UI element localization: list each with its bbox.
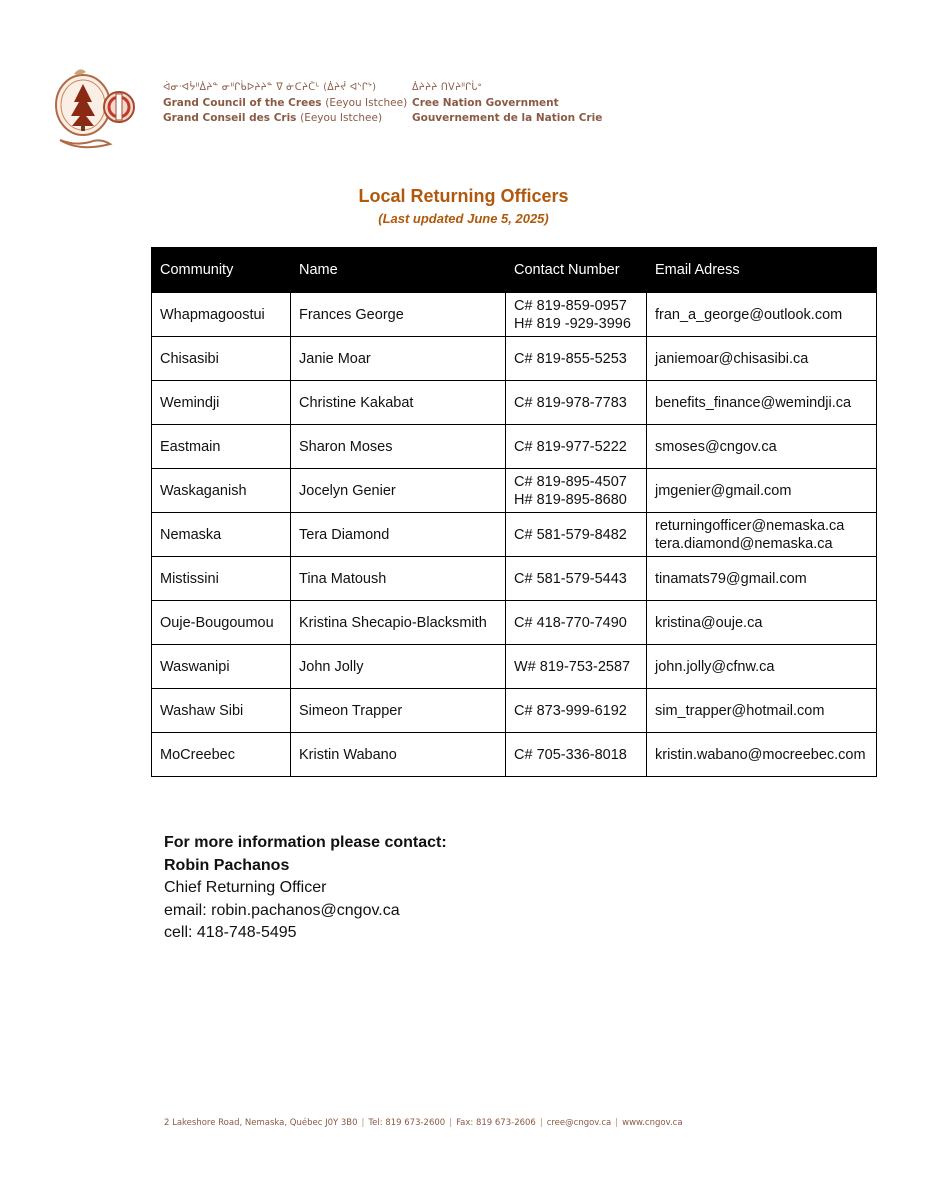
email-address[interactable]: jmgenier@gmail.com — [655, 482, 792, 499]
footer: 2 Lakeshore Road, Nemaska, Québec J0Y 3B0 | Tel: 819 673-2600 | Fax: 819 673-2606 | cree@cngov.ca | www.cngov.ca — [164, 1118, 683, 1128]
phone-number: C# 581-579-5443 — [514, 570, 627, 587]
phone-number: W# 819-753-2587 — [514, 658, 631, 675]
table-row — [152, 733, 877, 777]
cell-community: Waswanipi — [152, 645, 291, 689]
cell-community: Chisasibi — [152, 337, 291, 381]
contact-info — [164, 832, 447, 945]
cell-email — [647, 425, 877, 469]
cell-contact-number — [506, 557, 647, 601]
gcc-name-en: Grand Council of the Crees (Eeyou Istchee) — [163, 97, 408, 109]
cng-name-en: Cree Nation Government — [412, 97, 559, 109]
cell-email — [647, 601, 877, 645]
cell-name: Tina Matoush — [291, 557, 506, 601]
cell-community: MoCreebec — [152, 733, 291, 777]
cell-community: Ouje-Bougoumou — [152, 601, 291, 645]
contact-role: Chief Returning Officer — [164, 879, 327, 896]
header-email: Email Adress — [647, 248, 877, 293]
table-row — [152, 381, 877, 425]
cell-email — [647, 645, 877, 689]
phone-number: C# 819-859-0957 — [514, 297, 627, 314]
footer-address: 2 Lakeshore Road, Nemaska, Québec J0Y 3B0 — [164, 1118, 358, 1128]
letterhead-gcc — [163, 80, 407, 126]
cell-community: Nemaska — [152, 513, 291, 557]
cell-email — [647, 689, 877, 733]
cell-email — [647, 293, 877, 337]
cell-email — [647, 337, 877, 381]
table-row — [152, 557, 877, 601]
cell-name: John Jolly — [291, 645, 506, 689]
email-address[interactable]: tera.diamond@nemaska.ca — [655, 535, 833, 552]
last-updated: (Last updated June 5, 2025) — [378, 211, 549, 226]
email-address[interactable]: kristina@ouje.ca — [655, 614, 763, 631]
phone-number: C# 819-895-4507 — [514, 473, 627, 490]
email-address[interactable]: kristin.wabano@mocreebec.com — [655, 746, 866, 763]
cell-contact-number — [506, 689, 647, 733]
cell-name: Christine Kakabat — [291, 381, 506, 425]
email-address[interactable]: fran_a_george@outlook.com — [655, 306, 843, 323]
email-address[interactable]: tinamats79@gmail.com — [655, 570, 807, 587]
contact-email: email: robin.pachanos@cngov.ca — [164, 901, 400, 919]
phone-number: H# 819 -929-3996 — [514, 315, 631, 332]
cell-contact-number — [506, 513, 647, 557]
contact-cell: cell: 418-748-5495 — [164, 924, 297, 941]
cell-community: Washaw Sibi — [152, 689, 291, 733]
table-row — [152, 469, 877, 513]
letterhead-cng — [412, 80, 602, 126]
email-address[interactable]: benefits_finance@wemindji.ca — [655, 394, 852, 411]
cell-community: Waskaganish — [152, 469, 291, 513]
table-body — [152, 293, 877, 777]
phone-number: C# 418-770-7490 — [514, 614, 627, 631]
cng-name-fr: Gouvernement de la Nation Crie — [412, 112, 603, 124]
gcc-syllabics: ᐋᓂᐧᐊᔮᐦᐄᔨᓐ ᓂᐦᒋᑳᐅᔨᔨᓐ ᐁ ᓃᑕᔨᑖᒡ (ᐄᔨᔫ ᐊᔅᒋᔾ) — [163, 82, 377, 93]
email-address[interactable]: returningofficer@nemaska.ca — [655, 517, 845, 534]
cell-name: Kristina Shecapio-Blacksmith — [291, 601, 506, 645]
gcc-name-fr: Grand Conseil des Cris (Eeyou Istchee) — [163, 112, 383, 124]
cell-name: Tera Diamond — [291, 513, 506, 557]
table-row — [152, 601, 877, 645]
table-row — [152, 513, 877, 557]
cell-email — [647, 381, 877, 425]
cell-contact-number — [506, 425, 647, 469]
phone-number: C# 873-999-6192 — [514, 702, 627, 719]
contact-heading: For more information please contact: — [164, 834, 447, 851]
table-row — [152, 645, 877, 689]
contact-name: Robin Pachanos — [164, 856, 290, 874]
cell-contact-number — [506, 469, 647, 513]
returning-officers-table — [151, 247, 877, 777]
cell-name: Janie Moar — [291, 337, 506, 381]
email-address[interactable]: smoses@cngov.ca — [655, 438, 777, 455]
email-address[interactable]: sim_trapper@hotmail.com — [655, 702, 825, 719]
table-row — [152, 337, 877, 381]
cell-email — [647, 733, 877, 777]
phone-number: C# 819-978-7783 — [514, 394, 627, 411]
cell-contact-number — [506, 733, 647, 777]
footer-tel: Tel: 819 673-2600 — [368, 1118, 446, 1128]
cell-contact-number — [506, 601, 647, 645]
cell-email — [647, 557, 877, 601]
cell-community: Eastmain — [152, 425, 291, 469]
cell-community: Wemindji — [152, 381, 291, 425]
cell-name: Simeon Trapper — [291, 689, 506, 733]
phone-number: C# 581-579-8482 — [514, 526, 627, 543]
email-address[interactable]: janiemoar@chisasibi.ca — [655, 350, 809, 367]
cell-name: Sharon Moses — [291, 425, 506, 469]
table-row — [152, 293, 877, 337]
phone-number: C# 705-336-8018 — [514, 746, 627, 763]
cell-name: Kristin Wabano — [291, 733, 506, 777]
cell-email — [647, 513, 877, 557]
header-contact-number: Contact Number — [506, 248, 647, 293]
cell-contact-number — [506, 337, 647, 381]
cell-contact-number — [506, 645, 647, 689]
cell-email — [647, 469, 877, 513]
table-row — [152, 425, 877, 469]
cng-syllabics: ᐄᔨᔨᔨ ᑎᐯᔨᐦᒋᒑᐤ — [412, 82, 482, 93]
email-address[interactable]: john.jolly@cfnw.ca — [655, 658, 775, 675]
footer-web: www.cngov.ca — [622, 1118, 683, 1128]
page-title: Local Returning Officers — [358, 186, 569, 206]
cell-contact-number — [506, 293, 647, 337]
cell-community: Whapmagoostui — [152, 293, 291, 337]
cell-name: Jocelyn Genier — [291, 469, 506, 513]
phone-number: C# 819-977-5222 — [514, 438, 627, 455]
footer-fax: Fax: 819 673-2606 — [456, 1118, 536, 1128]
phone-number: C# 819-855-5253 — [514, 350, 627, 367]
header-community: Community — [152, 248, 291, 293]
cree-nation-logo — [50, 60, 140, 152]
footer-email: cree@cngov.ca — [546, 1118, 612, 1128]
table-row — [152, 689, 877, 733]
cell-contact-number — [506, 381, 647, 425]
table-header-row — [152, 248, 877, 293]
cell-community: Mistissini — [152, 557, 291, 601]
header-name: Name — [291, 248, 506, 293]
phone-number: H# 819-895-8680 — [514, 491, 627, 508]
cell-name: Frances George — [291, 293, 506, 337]
